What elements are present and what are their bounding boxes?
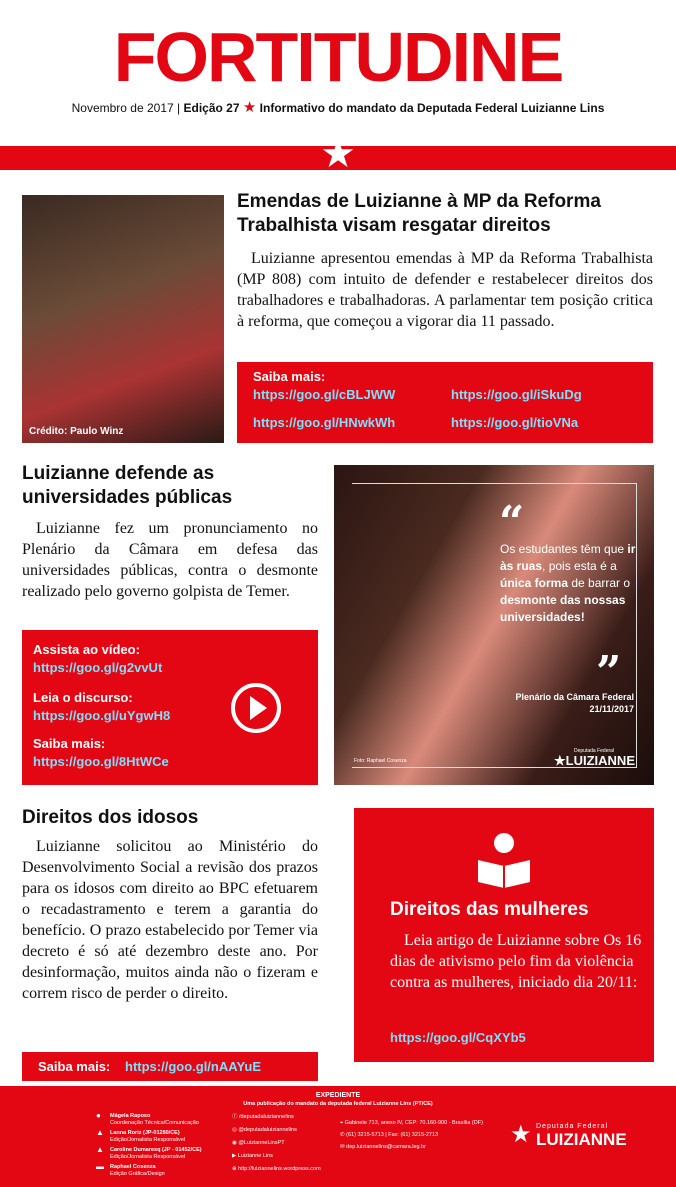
staff-item: ▲ Caroline Dumaresq (JP - 01452/CE) Edição/Jornalista Responsável (96, 1145, 202, 1160)
email[interactable]: ✉ dep.luiziannelins@camara.leg.br (340, 1144, 427, 1150)
more-label: Saiba mais: (33, 736, 106, 751)
reader-icon (474, 830, 534, 890)
article3-body: Luizianne solicitou ao Ministério do Desenvolvimento Social a revisão dos prazos para os idosos com direito ao BPC efetuarem o recadastramento e terem a garantia do benefício. O prazo estabelecido por Temer via decreto é só até dezembro deste ano. Por desinformação, muitos ainda não o fizeram e correm risco de perder o direito. (22, 838, 318, 1002)
close-quote-icon: ” (596, 651, 622, 685)
article3-title: Direitos dos idosos (22, 807, 199, 828)
article4-body: Leia artigo de Luizianne sobre Os 16 dias de ativismo pelo fim da violência contra as mulheres, iniciado dia 20/11: (390, 932, 642, 991)
more-label: Saiba mais: (38, 1059, 111, 1074)
youtube-link[interactable]: ▶ Luizianne Lins (232, 1153, 273, 1159)
article2-title: Luizianne defende as universidades públicas (22, 463, 233, 508)
edition: Edição 27 (183, 101, 240, 115)
link[interactable]: https://goo.gl/tioVNa (451, 415, 579, 430)
more-label: Saiba mais: (253, 369, 326, 384)
open-quote-icon: “ (499, 501, 525, 537)
article1-links-box (237, 362, 653, 443)
article4-title: Direitos das mulheres (390, 899, 589, 920)
video-link[interactable]: https://goo.gl/g2vvUt (33, 660, 163, 675)
link[interactable]: https://goo.gl/iSkuDg (451, 387, 582, 402)
luizianne-photo (22, 195, 224, 443)
chat-icon: ● (96, 1111, 101, 1120)
link[interactable]: https://goo.gl/nAAYuE (125, 1059, 262, 1074)
photo-credit: Crédito: Paulo Winz (29, 426, 124, 437)
article2-body: Luizianne fez um pronunciamento no Plenário da Câmara em defesa das universidades públicas, contra o desmonte realizado pelo governo golpista de Temer. (22, 520, 318, 600)
person-icon: ▲ (96, 1145, 104, 1154)
footer (0, 1086, 676, 1187)
article2-links-box (22, 630, 318, 785)
star-moon-icon: ★ (510, 1121, 532, 1148)
staff-item: ▬ Raphael Cosenza Edição Gráfica/Design (96, 1162, 165, 1177)
staff-list (96, 1113, 202, 1181)
link[interactable]: https://goo.gl/cBLJWW (253, 387, 396, 402)
star-icon: ★ (320, 132, 356, 176)
luizianne-logo: Deputada Federal ★LUIZIANNE (554, 748, 635, 768)
facebook-link[interactable]: ⓕ /deputadaluizianneIins (232, 1114, 294, 1120)
quote-photo-credit: Foto: Raphael Cosenza (354, 758, 407, 764)
article4-box (354, 808, 654, 1062)
address: ⌖ Gabinete 713, anexo IV, CEP: 70.160-900 - Brasília (DF) (340, 1120, 483, 1126)
link[interactable]: https://goo.gl/HNwkWh (253, 415, 396, 430)
footer-subtitle: Uma publicação do mandato da deputada federal Luizianne Lins (PT/CE) (243, 1101, 433, 1107)
staff-item: ● Mágela Raposo Coordenação Técnica/Comunicação (96, 1111, 199, 1126)
footer-title: EXPEDIENTE (315, 1092, 361, 1099)
article1-body: Luizianne apresentou emendas à MP da Reforma Trabalhista (MP 808) com intuito de defender e restabelecer direitos dos trabalhadores e trabalhadoras. A parlamentar tem posição critica à reforma, que começou a vigorar dia 11 passado. (237, 250, 653, 330)
article3-link-box (22, 1052, 318, 1081)
quote-text: Os estudantes têm que ir às ruas, pois esta é a única forma de barrar o desmonte das nossas universidades! (500, 542, 636, 624)
more-link[interactable]: https://goo.gl/8HtWCe (33, 754, 169, 769)
speech-link[interactable]: https://goo.gl/uYgwH8 (33, 708, 171, 723)
social-list (232, 1114, 321, 1179)
contact-list (340, 1120, 483, 1156)
quote-source: Plenário da Câmara Federal 21/11/2017 (515, 692, 634, 714)
monitor-icon: ▬ (96, 1162, 104, 1171)
issue-date: Novembro de 2017 (71, 101, 174, 115)
website-link[interactable]: ⊕ http://luiziannelins.wordpress.com (232, 1166, 321, 1172)
staff-item: ▲ Lanna Roriz (JP-01280/CE) Edição/Jornalista Responsável (96, 1128, 186, 1143)
phone: ✆ (61) 3215-5713 | Fax: (61) 3215-2713 (340, 1132, 439, 1138)
masthead-title: FORTITUDINE (113, 18, 563, 96)
twitter-link[interactable]: ◉ @LuizianneLinsPT (232, 1140, 285, 1146)
article1-title: Emendas de Luizianne à MP da Reforma Trabalhista visam resgatar direitos (237, 191, 601, 236)
quote-image (334, 465, 654, 785)
tagline: Informativo do mandato da Deputada Federal Luizianne Lins (259, 101, 605, 115)
speech-label: Leia o discurso: (33, 690, 133, 705)
masthead-subtitle: Novembro de 2017 | Edição 27 ★ Informativo do mandato da Deputada Federal Luizianne Lins (71, 99, 605, 116)
instagram-link[interactable]: ◎ @deputadaluiziannelins (232, 1127, 297, 1133)
footer-logo: ★ Deputada Federal LUIZIANNE (510, 1121, 627, 1149)
link[interactable]: https://goo.gl/CqXYb5 (390, 1030, 526, 1045)
video-label: Assista ao vídeo: (33, 642, 140, 657)
star-icon: ★ (242, 99, 257, 116)
person-icon: ▲ (96, 1128, 104, 1137)
play-icon[interactable] (230, 682, 282, 734)
